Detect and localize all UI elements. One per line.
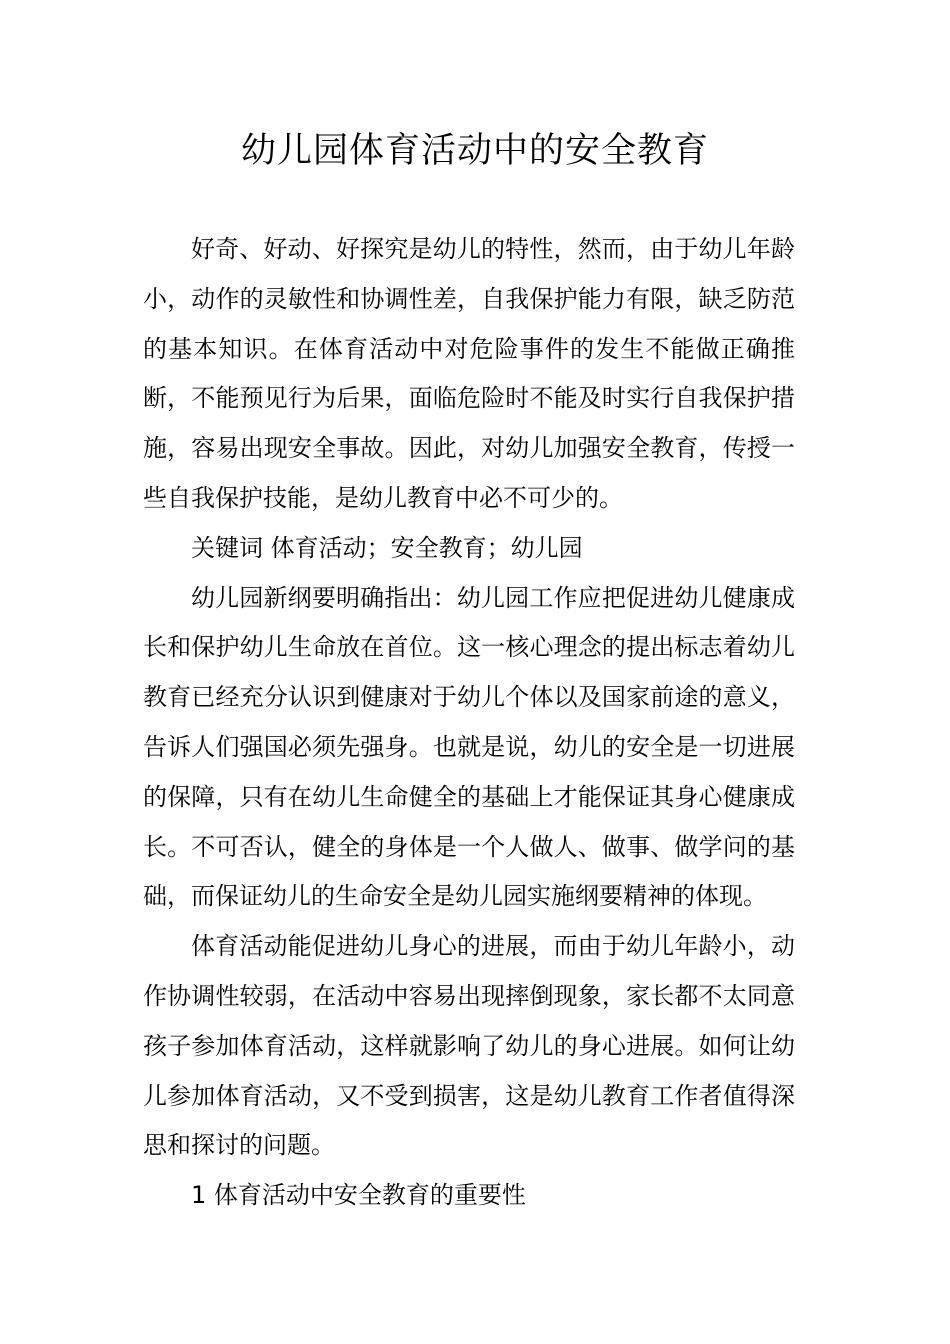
- paragraph-physical-activity: 体育活动能促进幼儿身心的进展，而由于幼儿年龄小，动作协调性较弱，在活动中容易出现摔倒现象，家长都不太同意孩子参加体育活动，这样就影响了幼儿的身心进展。如何让幼儿参加体育活动，又不受到损害，这是幼儿教育工作者值得深思和探讨的问题。: [143, 932, 795, 1160]
- paragraph-abstract: 好奇、好动、好探究是幼儿的特性，然而，由于幼儿年龄小，动作的灵敏性和协调性差，自我保护能力有限，缺乏防范的基本知识。在体育活动中对危险事件的发生不能做正确推断，不能预见行为后果，面临危险时不能及时实行自我保护措施，容易出现安全事故。因此，对幼儿加强安全教育，传授一些自我保护技能，是幼儿教育中必不可少的。: [143, 235, 795, 512]
- document-title: 幼儿园体育活动中的安全教育: [240, 131, 709, 171]
- paragraph-guideline: 幼儿园新纲要明确指出：幼儿园工作应把促进幼儿健康成长和保护幼儿生命放在首位。这一核心理念的提出标志着幼儿教育已经充分认识到健康对于幼儿个体以及国家前途的意义，告诉人们强国必须先强身。也就是说，幼儿的安全是一切进展的保障，只有在幼儿生命健全的基础上才能保证其身心健康成长。不可否认，健全的身体是一个人做人、做事、做学问的基础，而保证幼儿的生命安全是幼儿园实施纲要精神的体现。: [143, 583, 795, 911]
- document-body: [143, 225, 795, 1221]
- paragraph-keywords: 关键词 体育活动；安全教育；幼儿园: [191, 533, 583, 562]
- section-heading-1: 1 体育活动中安全教育的重要性: [191, 1181, 526, 1210]
